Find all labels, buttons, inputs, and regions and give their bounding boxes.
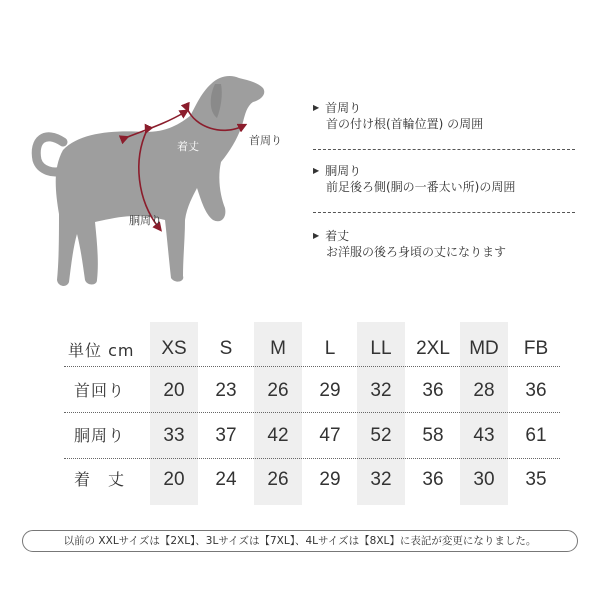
row-label: 胴周り [74,426,126,445]
legend-item-length [313,228,575,260]
legend-desc: お洋服の後ろ身頃の丈になります [326,245,507,259]
triangle-icon: ▶ [313,166,320,175]
table-cell: 36 [525,380,547,401]
table-row-divider [64,412,560,413]
table-cell: 20 [163,469,185,490]
dog-measurement-diagram [25,70,310,300]
table-cell: 32 [370,380,392,401]
dog-silhouette [56,76,265,286]
legend-desc: 前足後ろ側(胴の一番太い所)の周囲 [326,180,516,194]
diagram-label-length: 着丈 [177,140,199,153]
table-cell: 20 [163,380,185,401]
legend-title: 胴周り [325,164,362,178]
table-cell: 29 [319,469,341,490]
triangle-icon: ▶ [313,103,320,112]
table-cell: 61 [525,425,547,446]
header-cell: L [324,338,336,359]
divider [313,149,575,150]
table-cell: 36 [422,380,444,401]
table-cell: 47 [319,425,341,446]
table-cell: 52 [370,425,392,446]
header-cell: LL [370,338,392,359]
unit-label: 単位 cm [68,341,135,360]
table-cell: 58 [422,425,444,446]
divider [313,212,575,213]
triangle-icon: ▶ [313,231,320,240]
legend-desc: 首の付け根(首輪位置) の周囲 [326,117,484,131]
legend-item-neck [313,100,575,132]
legend-title: 着丈 [325,229,350,243]
header-cell: FB [523,338,549,359]
header-cell: MD [469,338,499,359]
table-cell: 26 [267,380,289,401]
diagram-label-neck: 首周り [249,134,282,147]
table-cell: 43 [473,425,495,446]
table-cell: 26 [267,469,289,490]
header-cell: S [219,338,233,359]
header-cell: M [270,338,286,359]
row-label: 着 丈 [74,470,126,489]
table-cell: 24 [215,469,237,490]
size-notation-note: 以前の XXLサイズは【2XL】、3Lサイズは【7XL】、4Lサイズは【8XL】に表記が変更になりました。 [22,530,578,552]
table-row-divider [64,458,560,459]
diagram-label-chest: 胴周り [129,214,162,227]
table-cell: 30 [473,469,495,490]
row-label: 首回り [74,381,126,400]
table-cell: 33 [163,425,185,446]
table-cell: 32 [370,469,392,490]
table-row-divider [64,366,560,367]
table-cell: 35 [525,469,547,490]
table-cell: 36 [422,469,444,490]
table-cell: 23 [215,380,237,401]
header-cell: XS [161,338,187,359]
table-cell: 28 [473,380,495,401]
table-cell: 37 [215,425,237,446]
table-cell: 42 [267,425,289,446]
legend-item-chest [313,163,575,195]
legend-title: 首周り [325,101,362,115]
table-cell: 29 [319,380,341,401]
header-cell: 2XL [416,338,450,359]
